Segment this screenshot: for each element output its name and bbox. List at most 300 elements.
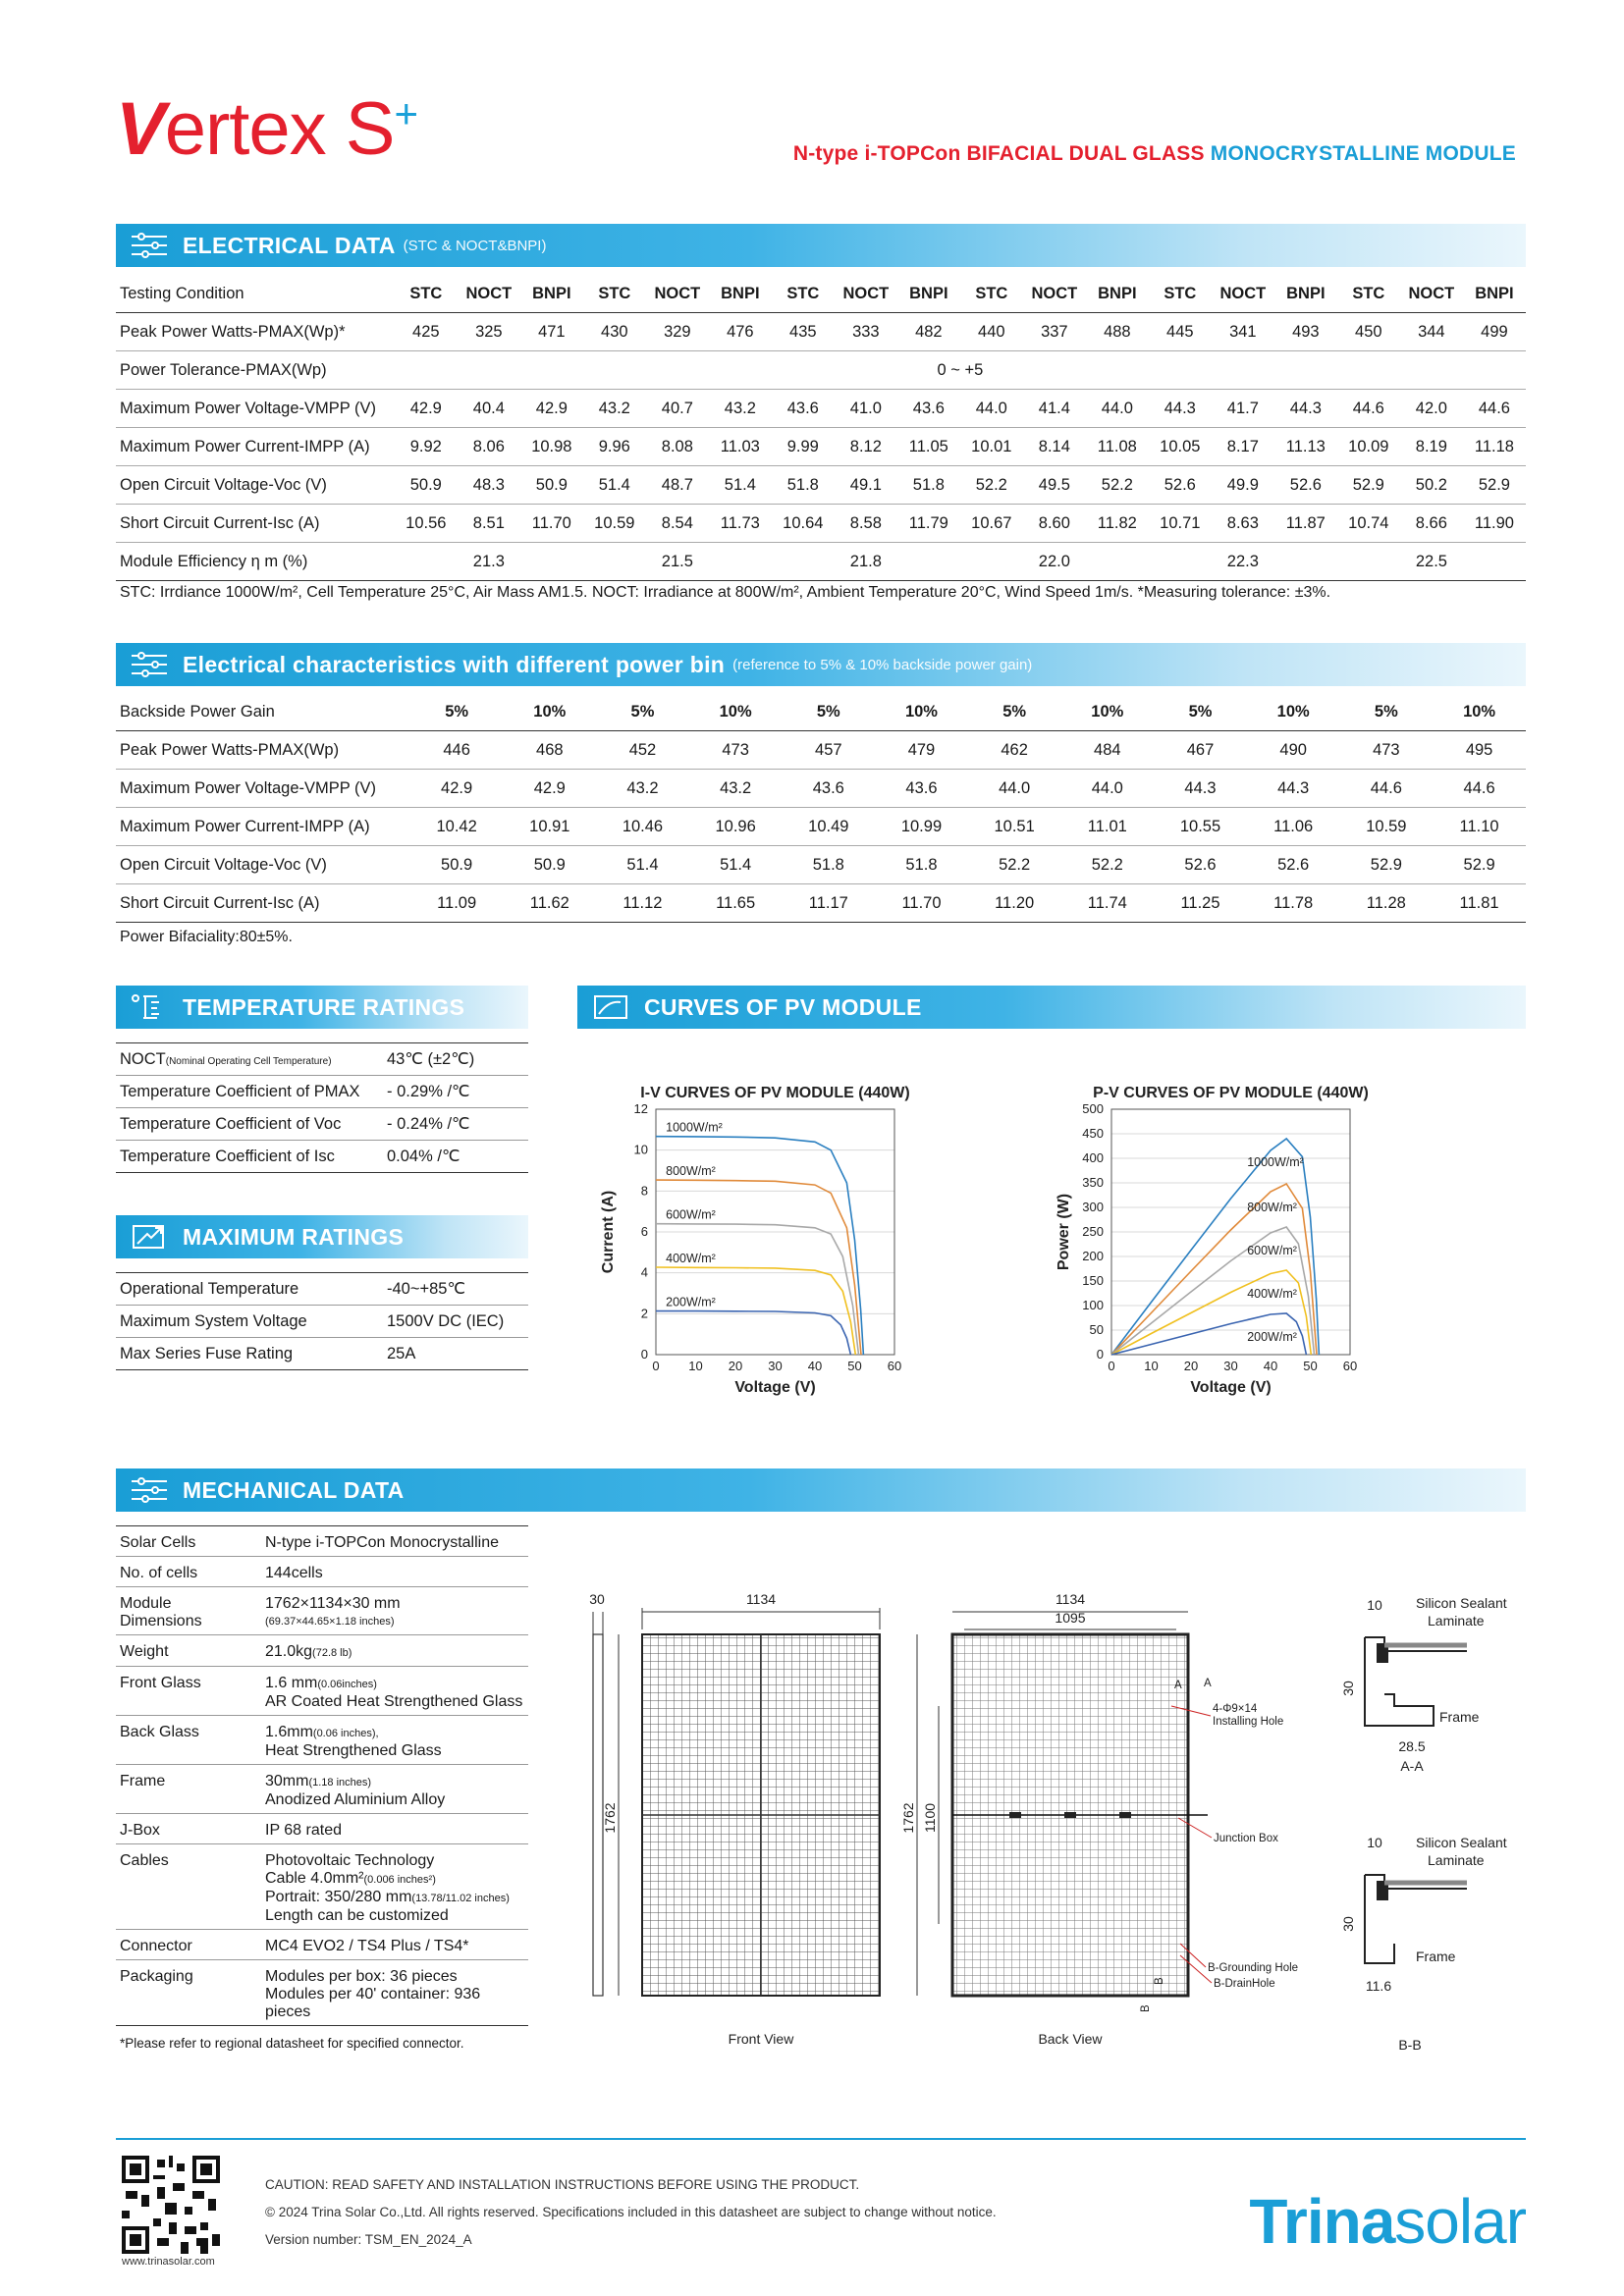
section-bb (1340, 1835, 1507, 2053)
table-cell: 51.8 (875, 846, 968, 884)
table-cell: 8.51 (458, 505, 520, 543)
svg-text:A: A (1204, 1678, 1212, 1689)
table-cell: 10.99 (875, 808, 968, 846)
qr-code-icon[interactable] (122, 2156, 220, 2254)
table-cell: 51.4 (583, 466, 646, 505)
electrical-data-banner: ELECTRICAL DATA (STC & NOCT&BNPI) (116, 224, 1526, 267)
column-header: STC (1337, 275, 1400, 313)
row-label: Weight (116, 1635, 261, 1667)
svg-text:B: B (1140, 2004, 1152, 2012)
table-cell: 473 (689, 731, 783, 770)
svg-text:30: 30 (1340, 1681, 1356, 1696)
table-cell: 467 (1154, 731, 1247, 770)
column-header: NOCT (646, 275, 709, 313)
thermometer-icon (130, 992, 169, 1022)
table-cell: 484 (1060, 731, 1154, 770)
table-cell: 52.9 (1337, 466, 1400, 505)
table-header-row (116, 275, 1526, 313)
x-tick-label: 20 (1183, 1359, 1199, 1373)
table-cell: 50.9 (520, 466, 583, 505)
column-header: STC (395, 275, 458, 313)
table-cell: 341 (1212, 313, 1274, 351)
table-cell: 50.2 (1400, 466, 1463, 505)
column-header: 10% (1247, 693, 1340, 731)
svg-text:A-A: A-A (1400, 1758, 1424, 1774)
row-label: J-Box (116, 1814, 261, 1844)
table-cell: 11.73 (709, 505, 772, 543)
row-value: MC4 EVO2 / TS4 Plus / TS4* (261, 1930, 528, 1960)
column-header: BNPI (709, 275, 772, 313)
row-label: Frame (116, 1765, 261, 1814)
table-cell: 430 (583, 313, 646, 351)
table-cell: 48.7 (646, 466, 709, 505)
table-cell: 22.5 (1337, 543, 1526, 581)
table-cell: 11.79 (897, 505, 960, 543)
table-cell: 333 (835, 313, 897, 351)
svg-text:Frame: Frame (1439, 1709, 1480, 1725)
electrical-note: STC: Irrdiance 1000W/m², Cell Temperature 25°C, Air Mass AM1.5. NOCT: Irradiance at 800W/m², Ambient Temperature 20°C, Wind Speed 1m/s. *Measuring tolerance: ±3%. (120, 584, 1331, 601)
table-cell: 52.2 (1060, 846, 1154, 884)
table-cell: 10.74 (1337, 505, 1400, 543)
side-profile (589, 1591, 605, 1996)
column-header: BNPI (1086, 275, 1149, 313)
table-cell: 43.2 (689, 770, 783, 808)
column-header: 5% (596, 693, 689, 731)
y-tick-label: 450 (1082, 1126, 1104, 1141)
table-cell: 344 (1400, 313, 1463, 351)
table-cell: 52.9 (1340, 846, 1434, 884)
table-cell: 48.3 (458, 466, 520, 505)
table-cell: 8.63 (1212, 505, 1274, 543)
back-view (900, 1591, 1298, 2047)
x-tick-label: 10 (1144, 1359, 1159, 1373)
table-row (116, 770, 1526, 808)
svg-text:1134: 1134 (1055, 1591, 1086, 1607)
temperature-ratings-table (116, 1042, 528, 1173)
table-cell: 52.6 (1154, 846, 1247, 884)
column-header: STC (772, 275, 835, 313)
row-value: -40~+85℃ (383, 1273, 528, 1306)
table-row (116, 884, 1526, 923)
table-cell: 8.58 (835, 505, 897, 543)
table-row (116, 1844, 528, 1930)
y-tick-label: 6 (640, 1224, 648, 1239)
table-row (116, 1587, 528, 1635)
table-cell: 10.49 (782, 808, 875, 846)
row-value: 0.04% /℃ (383, 1141, 528, 1173)
table-cell: 8.08 (646, 428, 709, 466)
row-label: Cables (116, 1844, 261, 1930)
pv-curve-chart (1041, 1080, 1492, 1414)
table-cell: 22.3 (1149, 543, 1337, 581)
series-label: 600W/m² (1247, 1244, 1297, 1257)
table-cell: 52.2 (968, 846, 1061, 884)
table-cell: 51.4 (709, 466, 772, 505)
table-cell: 52.6 (1247, 846, 1340, 884)
table-cell: 11.13 (1274, 428, 1337, 466)
table-row (116, 1814, 528, 1844)
row-label: Max Series Fuse Rating (116, 1338, 383, 1370)
table-cell: 44.0 (1086, 390, 1149, 428)
y-axis-label: Current (A) (600, 1190, 617, 1274)
table-cell: 468 (503, 731, 596, 770)
y-tick-label: 12 (633, 1101, 648, 1116)
table-cell: 482 (897, 313, 960, 351)
table-row (116, 1043, 528, 1076)
table-cell: 11.90 (1463, 505, 1526, 543)
column-header: STC (583, 275, 646, 313)
column-header: 10% (875, 693, 968, 731)
table-row (116, 1338, 528, 1370)
x-tick-label: 20 (728, 1359, 743, 1373)
table-row (116, 731, 1526, 770)
row-value: 1762×1134×30 mm (69.37×44.65×1.18 inches) (261, 1587, 528, 1635)
svg-text:10: 10 (1367, 1597, 1382, 1613)
row-value: 1.6mm(0.06 inches), Heat Strengthened Glass (261, 1716, 528, 1765)
row-label: No. of cells (116, 1557, 261, 1587)
svg-text:1095: 1095 (1055, 1610, 1086, 1626)
table-row (116, 505, 1526, 543)
svg-text:1762: 1762 (602, 1802, 618, 1834)
y-tick-label: 350 (1082, 1175, 1104, 1190)
table-cell: 10.98 (520, 428, 583, 466)
table-cell: 11.81 (1433, 884, 1526, 923)
module-drawings (579, 1590, 1532, 2061)
x-tick-label: 40 (1263, 1359, 1278, 1373)
table-cell: 44.3 (1149, 390, 1212, 428)
x-tick-label: 40 (807, 1359, 823, 1373)
svg-text:1134: 1134 (745, 1591, 777, 1607)
table-cell: 22.0 (960, 543, 1149, 581)
table-cell: 10.59 (1340, 808, 1434, 846)
back-view-label: Back View (1038, 2031, 1103, 2047)
series-label: 800W/m² (666, 1164, 716, 1179)
table-row (116, 1716, 528, 1765)
table-cell: 495 (1433, 731, 1526, 770)
row-label: Open Circuit Voltage-Voc (V) (116, 466, 395, 505)
table-cell: 44.6 (1337, 390, 1400, 428)
table-cell: 41.7 (1212, 390, 1274, 428)
row-label: NOCT (120, 1049, 166, 1068)
column-header: STC (960, 275, 1023, 313)
column-header: 10% (1433, 693, 1526, 731)
table-cell: 49.1 (835, 466, 897, 505)
front-view (602, 1591, 880, 2047)
table-cell: 445 (1149, 313, 1212, 351)
column-header: 5% (968, 693, 1061, 731)
table-cell: 44.0 (960, 390, 1023, 428)
table-cell: 471 (520, 313, 583, 351)
row-label: Module Efficiency η m (%) (116, 543, 395, 581)
table-cell: 21.8 (772, 543, 960, 581)
x-tick-label: 10 (688, 1359, 703, 1373)
table-cell: 11.28 (1340, 884, 1434, 923)
column-header: 10% (503, 693, 596, 731)
column-header: 5% (1154, 693, 1247, 731)
column-header: 10% (1060, 693, 1154, 731)
version-text: Version number: TSM_EN_2024_A (265, 2232, 472, 2247)
table-cell: 42.9 (503, 770, 596, 808)
row-value: IP 68 rated (261, 1814, 528, 1844)
column-header: NOCT (1400, 275, 1463, 313)
table-row (116, 1273, 528, 1306)
electrical-data-table (116, 275, 1526, 581)
table-cell: 425 (395, 313, 458, 351)
series-line (656, 1311, 850, 1355)
svg-text:1100: 1100 (922, 1802, 938, 1834)
row-label: Maximum Power Voltage-VMPP (V) (116, 770, 410, 808)
table-cell: 493 (1274, 313, 1337, 351)
table-cell: 44.0 (1060, 770, 1154, 808)
row-label: Peak Power Watts-PMAX(Wp)* (116, 313, 395, 351)
series-label: 200W/m² (1247, 1330, 1297, 1344)
row-label: Peak Power Watts-PMAX(Wp) (116, 731, 410, 770)
column-header: 5% (782, 693, 875, 731)
svg-text:10: 10 (1367, 1835, 1382, 1850)
table-cell: 44.0 (968, 770, 1061, 808)
column-header: NOCT (458, 275, 520, 313)
row-label: Power Tolerance-PMAX(Wp) (116, 351, 395, 390)
table-cell: 11.06 (1247, 808, 1340, 846)
table-row (116, 1141, 528, 1173)
table-row (116, 1960, 528, 2026)
svg-text:Installing Hole: Installing Hole (1213, 1716, 1284, 1728)
column-header: Backside Power Gain (116, 693, 410, 731)
table-cell: 11.18 (1463, 428, 1526, 466)
svg-text:Laminate: Laminate (1428, 1852, 1485, 1868)
power-bin-banner: Electrical characteristics with different power bin (reference to 5% & 10% backside power gain) (116, 643, 1526, 686)
table-row (116, 1765, 528, 1814)
column-header: Testing Condition (116, 275, 395, 313)
curves-banner: CURVES OF PV MODULE (577, 986, 1526, 1029)
table-cell: 11.20 (968, 884, 1061, 923)
row-label: Module Dimensions (116, 1587, 261, 1635)
bifaciality-note: Power Bifaciality:80±5%. (120, 929, 293, 945)
table-cell: 11.70 (875, 884, 968, 923)
table-row (116, 846, 1526, 884)
y-tick-label: 0 (640, 1347, 648, 1362)
table-cell: 8.66 (1400, 505, 1463, 543)
table-cell: 8.17 (1212, 428, 1274, 466)
row-label: Front Glass (116, 1667, 261, 1716)
svg-text:B: B (1154, 1977, 1165, 1985)
sliders-icon (130, 1475, 169, 1505)
row-value: 144cells (261, 1557, 528, 1587)
column-header: 5% (1340, 693, 1434, 731)
table-cell: 43.6 (875, 770, 968, 808)
table-cell: 44.3 (1247, 770, 1340, 808)
row-label: Back Glass (116, 1716, 261, 1765)
row-value: 1500V DC (IEC) (383, 1306, 528, 1338)
column-header: NOCT (1212, 275, 1274, 313)
table-cell: 41.0 (835, 390, 897, 428)
table-cell: 11.08 (1086, 428, 1149, 466)
series-label: 400W/m² (1247, 1287, 1297, 1301)
row-label: Packaging (116, 1960, 261, 2026)
row-value: 43℃ (±2℃) (383, 1043, 528, 1076)
table-cell: 10.64 (772, 505, 835, 543)
y-tick-label: 150 (1082, 1273, 1104, 1288)
table-cell: 49.5 (1023, 466, 1086, 505)
y-tick-label: 0 (1096, 1347, 1104, 1362)
svg-text:Laminate: Laminate (1428, 1613, 1485, 1629)
table-cell: 10.05 (1149, 428, 1212, 466)
row-value: - 0.24% /℃ (383, 1108, 528, 1141)
table-row (116, 1667, 528, 1716)
table-cell: 51.8 (782, 846, 875, 884)
table-cell: 51.8 (772, 466, 835, 505)
table-cell: 9.96 (583, 428, 646, 466)
table-cell: 9.99 (772, 428, 835, 466)
x-tick-label: 50 (1303, 1359, 1318, 1373)
table-cell: 10.67 (960, 505, 1023, 543)
series-label: 400W/m² (666, 1252, 716, 1266)
table-row (116, 313, 1526, 351)
curve-icon (591, 992, 630, 1022)
table-cell: 42.9 (520, 390, 583, 428)
row-label: Maximum Power Current-IMPP (A) (116, 808, 410, 846)
sliders-icon (130, 231, 169, 260)
table-cell: 10.56 (395, 505, 458, 543)
maximum-ratings-table (116, 1272, 528, 1370)
svg-text:30: 30 (1340, 1916, 1356, 1932)
y-tick-label: 2 (640, 1306, 648, 1321)
mechanical-data-table (116, 1525, 528, 2026)
table-cell: 10.09 (1337, 428, 1400, 466)
y-tick-label: 100 (1082, 1298, 1104, 1312)
table-cell: 462 (968, 731, 1061, 770)
table-cell: 44.6 (1433, 770, 1526, 808)
table-row (116, 1108, 528, 1141)
x-axis-label: Voltage (V) (734, 1379, 816, 1396)
table-cell: 0 ~ +5 (395, 351, 1526, 390)
table-cell: 11.12 (596, 884, 689, 923)
series-line (656, 1224, 859, 1355)
row-label: Maximum Power Voltage-VMPP (V) (116, 390, 395, 428)
x-tick-label: 0 (652, 1359, 660, 1373)
column-header: NOCT (835, 275, 897, 313)
table-row (116, 351, 1526, 390)
table-cell: 50.9 (503, 846, 596, 884)
row-label: Short Circuit Current-Isc (A) (116, 884, 410, 923)
row-value: Modules per box: 36 pieces Modules per 40' container: 936 pieces (261, 1960, 528, 2026)
table-cell: 450 (1337, 313, 1400, 351)
table-cell: 11.65 (689, 884, 783, 923)
y-tick-label: 300 (1082, 1200, 1104, 1214)
column-header: NOCT (1023, 275, 1086, 313)
y-tick-label: 200 (1082, 1249, 1104, 1263)
x-tick-label: 30 (768, 1359, 783, 1373)
svg-text:30: 30 (589, 1591, 605, 1607)
table-cell: 435 (772, 313, 835, 351)
svg-text:Silicon Sealant: Silicon Sealant (1416, 1835, 1507, 1850)
table-cell: 52.2 (1086, 466, 1149, 505)
row-value: - 0.29% /℃ (383, 1076, 528, 1108)
series-label: 800W/m² (1247, 1201, 1297, 1214)
svg-text:Silicon Sealant: Silicon Sealant (1416, 1595, 1507, 1611)
row-label: Maximum Power Current-IMPP (A) (116, 428, 395, 466)
y-tick-label: 4 (640, 1264, 648, 1280)
x-tick-label: 0 (1108, 1359, 1115, 1373)
table-cell: 8.06 (458, 428, 520, 466)
caution-text: CAUTION: READ SAFETY AND INSTALLATION INSTRUCTIONS BEFORE USING THE PRODUCT. (265, 2177, 860, 2192)
table-cell: 10.51 (968, 808, 1061, 846)
table-cell: 50.9 (395, 466, 458, 505)
table-cell: 10.46 (596, 808, 689, 846)
table-cell: 11.87 (1274, 505, 1337, 543)
row-label: Temperature Coefficient of PMAX (116, 1076, 383, 1108)
x-tick-label: 60 (1342, 1359, 1358, 1373)
table-cell: 473 (1340, 731, 1434, 770)
trinasolar-logo: Trinasolar (1249, 2186, 1526, 2257)
table-cell: 52.9 (1463, 466, 1526, 505)
table-cell: 325 (458, 313, 520, 351)
svg-text:11.6: 11.6 (1365, 1978, 1392, 1994)
sliders-icon (130, 650, 169, 679)
table-cell: 490 (1247, 731, 1340, 770)
table-cell: 8.54 (646, 505, 709, 543)
table-cell: 49.9 (1212, 466, 1274, 505)
table-cell: 42.9 (410, 770, 504, 808)
table-cell: 10.55 (1154, 808, 1247, 846)
table-cell: 40.4 (458, 390, 520, 428)
table-cell: 11.03 (709, 428, 772, 466)
svg-text:B-Grounding Hole: B-Grounding Hole (1208, 1962, 1299, 1974)
table-cell: 52.6 (1149, 466, 1212, 505)
section-aa (1340, 1595, 1507, 1774)
table-cell: 51.4 (689, 846, 783, 884)
table-cell: 499 (1463, 313, 1526, 351)
table-cell: 8.60 (1023, 505, 1086, 543)
chart-title: P-V CURVES OF PV MODULE (440W) (1093, 1085, 1369, 1101)
row-value: 21.0kg(72.8 lb) (261, 1635, 528, 1667)
column-header: BNPI (520, 275, 583, 313)
table-cell: 43.2 (583, 390, 646, 428)
row-label: Temperature Coefficient of Isc (116, 1141, 383, 1173)
iv-curve-chart (600, 1080, 1039, 1414)
table-cell: 10.96 (689, 808, 783, 846)
table-cell: 476 (709, 313, 772, 351)
row-label: Temperature Coefficient of Voc (116, 1108, 383, 1141)
row-label-note: (Nominal Operating Cell Temperature) (165, 1055, 332, 1067)
table-cell: 43.6 (772, 390, 835, 428)
x-axis-label: Voltage (V) (1190, 1379, 1272, 1396)
table-cell: 11.74 (1060, 884, 1154, 923)
series-label: 200W/m² (666, 1295, 716, 1309)
table-cell: 10.91 (503, 808, 596, 846)
row-value: 30mm(1.18 inches) Anodized Aluminium Alloy (261, 1765, 528, 1814)
svg-text:A: A (1174, 1680, 1182, 1691)
footer-divider (116, 2138, 1526, 2140)
table-cell: 446 (410, 731, 504, 770)
row-label: Operational Temperature (116, 1273, 383, 1306)
y-tick-label: 250 (1082, 1224, 1104, 1239)
table-cell: 11.01 (1060, 808, 1154, 846)
maximum-ratings-banner: MAXIMUM RATINGS (116, 1215, 528, 1258)
svg-text:B-B: B-B (1398, 2037, 1422, 2053)
row-value: N-type i-TOPCon Monocrystalline (261, 1526, 528, 1557)
website-link[interactable]: www.trinasolar.com (122, 2256, 215, 2268)
row-label: Maximum System Voltage (116, 1306, 383, 1338)
mechanical-data-banner: MECHANICAL DATA (116, 1468, 1526, 1512)
table-row (116, 1076, 528, 1108)
y-tick-label: 400 (1082, 1150, 1104, 1165)
temperature-ratings-banner: TEMPERATURE RATINGS (116, 986, 528, 1029)
y-tick-label: 50 (1089, 1322, 1104, 1337)
column-header: 5% (410, 693, 504, 731)
table-row (116, 428, 1526, 466)
svg-text:B-DrainHole: B-DrainHole (1214, 1978, 1275, 1990)
